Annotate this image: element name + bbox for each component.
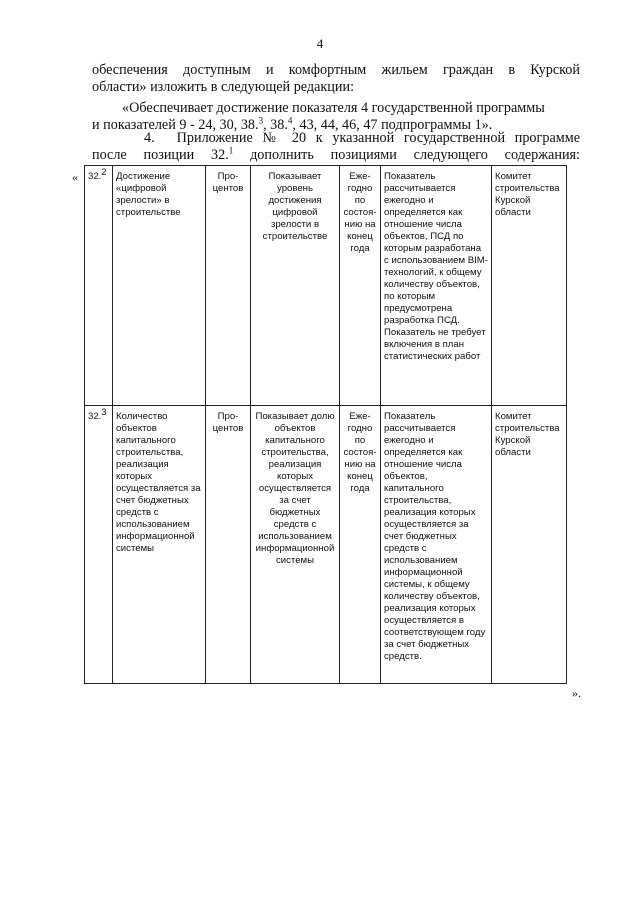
- frequency: Еже- годно по состоя- нию на конец года: [340, 166, 381, 406]
- calculation-method: Показатель рассчитывается ежегодно и определяется как отношение числа объектов, капитального строительства, реализация которых осуществляется за счет бюджетных средств с использованием информационной системы, к общему количеству объектов, реализация которых осуществляется в соответствующем году за счет бюджетных средств.: [381, 406, 492, 684]
- table-row: [85, 406, 567, 684]
- positions-table: [84, 165, 567, 684]
- position-number: 32.$^3$: [85, 406, 113, 684]
- table-row: [85, 166, 567, 406]
- responsible-body: Комитет строительства Курской области: [492, 406, 567, 684]
- closing-quote: ».: [572, 686, 581, 700]
- intro-line-1: обеспечения доступным и комфортным жильем граждан в Курской: [92, 62, 580, 78]
- intro-line-2: области» изложить в следующей редакции:: [92, 79, 355, 95]
- quote-line-1: «Обеспечивает достижение показателя 4 государственной программы: [122, 100, 545, 116]
- unit: Про- центов: [206, 406, 251, 684]
- page-number: 4: [316, 36, 324, 51]
- opening-quote: «: [72, 170, 78, 184]
- position-number: 32.$^2$: [85, 166, 113, 406]
- quote-line-2: и показателей 9 - 24, 30, 38.$^3$, 38.$^4$, 43, 44, 46, 47 подпрограммы 1».: [92, 115, 493, 133]
- indicator-description: Показывает уровень достижения цифровой зрелости в строительстве: [251, 166, 340, 406]
- item-line-2: после позиции 32.$^1$ дополнить позициями следующего содержания:: [92, 145, 581, 163]
- frequency: Еже- годно по состоя- нию на конец года: [340, 406, 381, 684]
- indicator-name: Достижение «цифровой зрелости» в строительстве: [113, 166, 206, 406]
- quote-paragraph: [92, 100, 580, 134]
- item-line-1: 4. Приложение № 20 к указанной государственной программе: [144, 130, 580, 146]
- indicator-name: Количество объектов капитального строительства, реализация которых осуществляется за счет бюджетных средств с использованием информационной системы: [113, 406, 206, 684]
- responsible-body: Комитет строительства Курской области: [492, 166, 567, 406]
- indicator-description: Показывает долю объектов капитального строительства, реализация которых осуществляется за счет бюджетных средств с использованием информационной системы: [251, 406, 340, 684]
- unit: Про- центов: [206, 166, 251, 406]
- calculation-method: Показатель рассчитывается ежегодно и определяется как отношение числа объектов, ПСД по которым разработана с использованием BIM-технологий, к общему количеству объектов, по которым предусмотрена разработка ПСД. Показатель не требует включения в план статистических работ: [381, 166, 492, 406]
